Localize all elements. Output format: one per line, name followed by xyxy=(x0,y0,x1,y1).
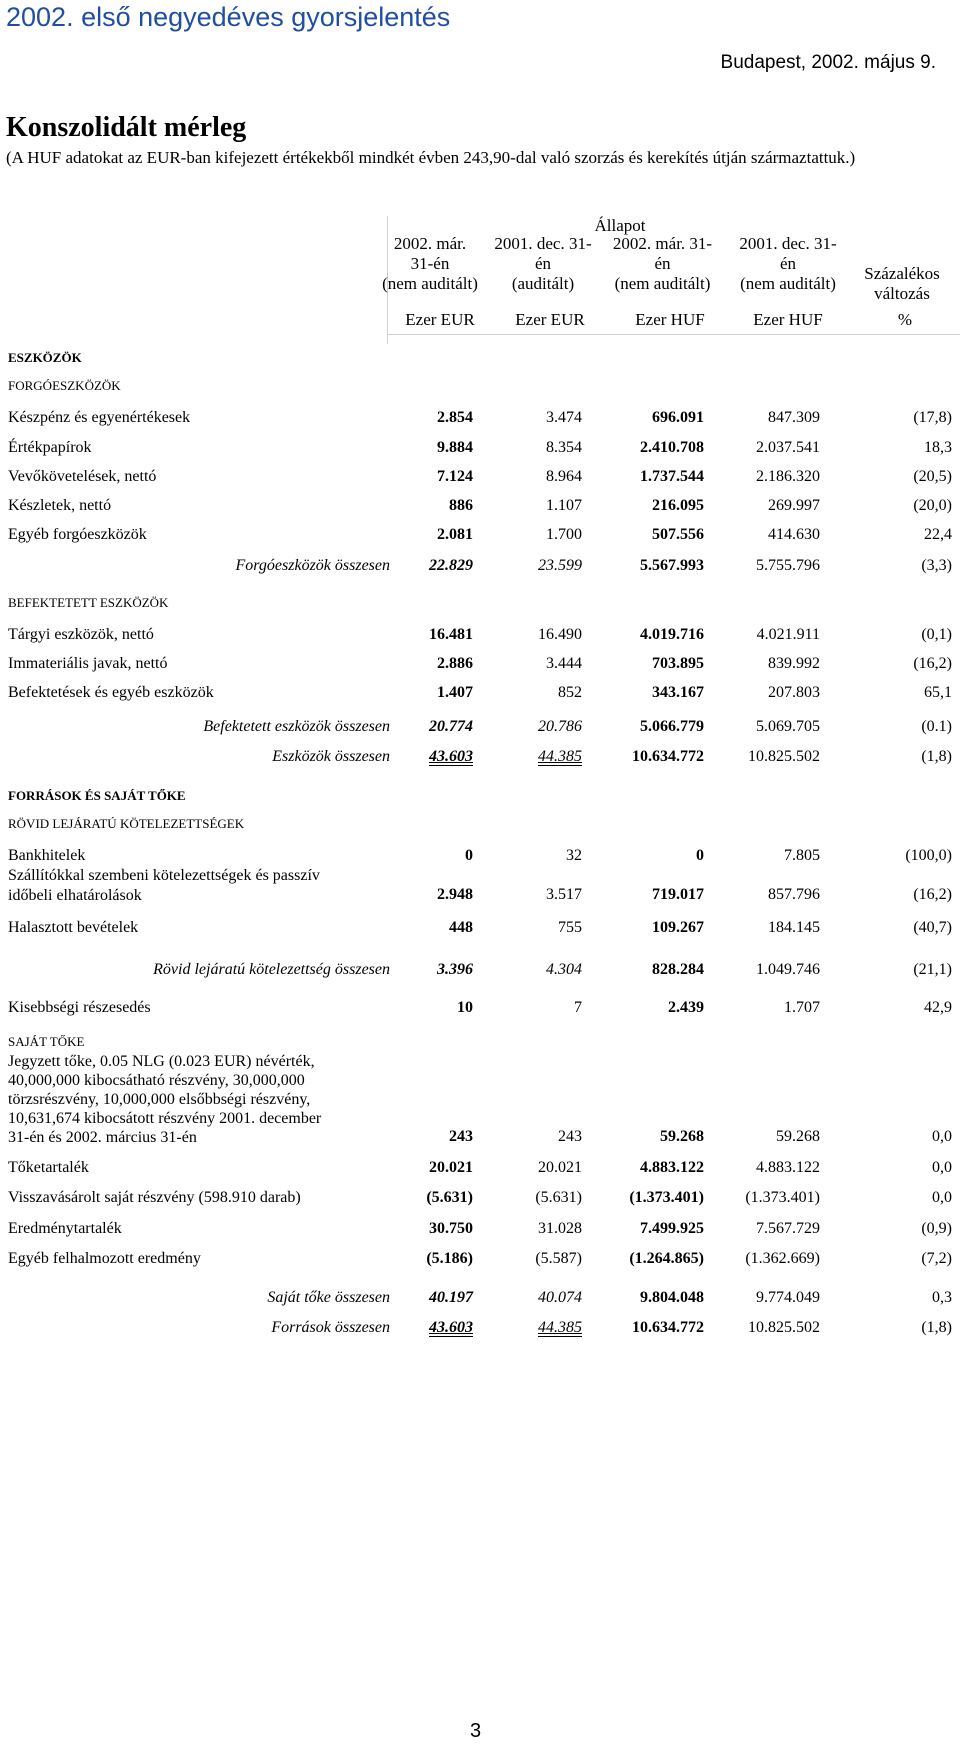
cell-huf-2001: 5.069.705 xyxy=(756,718,820,735)
heading-befektetett: BEFEKTETETT ESZKÖZÖK xyxy=(8,595,169,610)
cell-eur-2002: 886 xyxy=(449,497,473,514)
row-label: Befektetett eszközök összesen xyxy=(203,718,390,735)
cell-eur-2002: 22.829 xyxy=(429,557,473,574)
table-row xyxy=(0,626,960,650)
total-row xyxy=(0,748,960,772)
cell-pct-change: 0,0 xyxy=(932,1189,952,1206)
cell-eur-2002: 0 xyxy=(465,847,473,864)
cell-huf-2002: (1.373.401) xyxy=(629,1189,704,1206)
subtotal-row xyxy=(0,961,960,985)
cell-eur-2002: 2.948 xyxy=(437,886,473,903)
table-row xyxy=(0,439,960,463)
cell-huf-2001: 1.049.746 xyxy=(756,961,820,978)
place-date: Budapest, 2002. május 9. xyxy=(720,52,936,73)
unit-label-2: Ezer EUR xyxy=(515,310,585,329)
cell-huf-2002: 5.567.993 xyxy=(640,557,704,574)
cell-huf-2001: 2.037.541 xyxy=(756,439,820,456)
row-label: Befektetések és egyéb eszközök xyxy=(8,684,214,701)
cell-eur-2001: 23.599 xyxy=(538,557,582,574)
table-row xyxy=(0,526,960,550)
section-subtitle: (A HUF adatokat az EUR-ban kifejezett értékekből mindkét évben 243,90-dal való szorzás és kerekítés útján származtattuk.) xyxy=(6,148,856,167)
cell-huf-2001: 857.796 xyxy=(768,886,820,903)
document-title: 2002. első negyedéves gyorsjelentés xyxy=(6,2,451,32)
cell-pct-change: (0.1) xyxy=(921,718,952,735)
cell-eur-2001: (5.631) xyxy=(535,1189,582,1206)
row-label: Halasztott bevételek xyxy=(8,919,139,936)
column-header-5: Százalékos változás xyxy=(864,264,940,303)
cell-huf-2002: 1.737.544 xyxy=(640,468,704,485)
table-row xyxy=(0,468,960,492)
cell-huf-2001: 847.309 xyxy=(768,409,820,426)
total-row xyxy=(0,1319,960,1343)
cell-huf-2002: 4.883.122 xyxy=(640,1159,704,1176)
cell-huf-2002: 9.804.048 xyxy=(640,1289,704,1306)
cell-huf-2001: 9.774.049 xyxy=(756,1289,820,1306)
cell-huf-2002: 828.284 xyxy=(652,961,704,978)
row-label: Készpénz és egyenértékesek xyxy=(8,409,191,426)
row-label: Források összesen xyxy=(271,1319,390,1336)
cell-pct-change: 18,3 xyxy=(924,439,952,456)
row-label: Tárgyi eszközök, nettó xyxy=(8,626,154,643)
row-label: Tőketartalék xyxy=(8,1159,89,1176)
column-header-3: 2002. már. 31- én (nem auditált) xyxy=(612,234,713,293)
table-row xyxy=(0,684,960,708)
cell-eur-2001: 8.354 xyxy=(546,439,582,456)
cell-huf-2001: 59.268 xyxy=(776,1128,820,1145)
subtotal-row xyxy=(0,718,960,742)
cell-huf-2002: 719.017 xyxy=(652,886,704,903)
table-row xyxy=(0,999,960,1023)
cell-eur-2001: 7 xyxy=(574,999,582,1016)
row-label: Visszavásárolt saját részvény (598.910 darab) xyxy=(8,1189,301,1206)
row-label: Saját tőke összesen xyxy=(267,1289,390,1306)
row-label: Kisebbségi részesedés xyxy=(8,999,151,1016)
heading-forgoeszkozok: FORGÓESZKÖZÖK xyxy=(8,378,121,393)
subtotal-row xyxy=(0,1289,960,1313)
status-group-label: Állapot xyxy=(594,216,646,235)
cell-eur-2001: 8.964 xyxy=(546,468,582,485)
unit-label-4: Ezer HUF xyxy=(753,310,823,329)
cell-eur-2001: (5.587) xyxy=(535,1250,582,1267)
unit-label-3: Ezer HUF xyxy=(635,310,705,329)
cell-eur-2002: 16.481 xyxy=(429,626,473,643)
cell-eur-2002: 20.021 xyxy=(429,1159,473,1176)
cell-eur-2001: 4.304 xyxy=(546,961,582,978)
table-row xyxy=(0,655,960,679)
section-title: Konszolidált mérleg xyxy=(6,112,247,143)
cell-huf-2002: 2.439 xyxy=(668,999,704,1016)
cell-pct-change: 22,4 xyxy=(924,526,952,543)
row-label-line: időbeli elhatárolások xyxy=(8,887,142,904)
cell-eur-2002: 2.854 xyxy=(437,409,473,426)
row-label: Eszközök összesen xyxy=(272,748,390,765)
cell-huf-2001: (1.373.401) xyxy=(745,1189,820,1206)
row-label: Immateriális javak, nettó xyxy=(8,655,168,672)
table-row xyxy=(0,1250,960,1274)
row-label-line: 10,631,674 kibocsátott részvény 2001. december xyxy=(8,1110,322,1127)
cell-eur-2001: 1.107 xyxy=(546,497,582,514)
cell-eur-2001: 32 xyxy=(566,847,582,864)
cell-pct-change: (1,8) xyxy=(921,1319,952,1336)
row-label: Vevőkövetelések, nettó xyxy=(8,468,157,485)
cell-huf-2001: 4.883.122 xyxy=(756,1159,820,1176)
row-label-line: Szállítókkal szembeni kötelezettségek és passzív xyxy=(8,867,320,884)
cell-pct-change: 42,9 xyxy=(924,999,952,1016)
table-row xyxy=(0,1189,960,1213)
table-row xyxy=(0,497,960,521)
cell-huf-2001: 269.997 xyxy=(768,497,820,514)
cell-eur-2002: 10 xyxy=(457,999,473,1016)
cell-eur-2001: 20.786 xyxy=(538,718,582,735)
cell-pct-change: (20,0) xyxy=(913,497,952,514)
cell-eur-2002: 20.774 xyxy=(429,718,473,735)
cell-huf-2002: 696.091 xyxy=(652,409,704,426)
cell-pct-change: (16,2) xyxy=(913,886,952,903)
cell-pct-change: (7,2) xyxy=(921,1250,952,1267)
cell-pct-change: 0,0 xyxy=(932,1128,952,1145)
unit-separator xyxy=(388,334,960,335)
cell-pct-change: (40,7) xyxy=(913,919,952,936)
cell-eur-2002: (5.631) xyxy=(426,1189,473,1206)
cell-pct-change: 65,1 xyxy=(924,684,952,701)
cell-eur-2002: 2.886 xyxy=(437,655,473,672)
cell-huf-2001: 4.021.911 xyxy=(756,626,820,643)
cell-huf-2001: 7.805 xyxy=(784,847,820,864)
cell-huf-2002: 5.066.779 xyxy=(640,718,704,735)
cell-pct-change: (1,8) xyxy=(921,748,952,765)
cell-huf-2002: 7.499.925 xyxy=(640,1220,704,1237)
heading-sajat-toke: SAJÁT TŐKE xyxy=(8,1034,85,1049)
cell-eur-2001: 44.385 xyxy=(538,748,582,765)
cell-huf-2002: 507.556 xyxy=(652,526,704,543)
row-label: Forgóeszközök összesen xyxy=(235,557,390,574)
cell-eur-2002: 43.603 xyxy=(429,748,473,765)
heading-forrasok: FORRÁSOK ÉS SAJÁT TŐKE xyxy=(8,788,186,803)
row-label-line: 40,000,000 kibocsátható részvény, 30,000,000 xyxy=(8,1072,305,1089)
cell-eur-2001: 1.700 xyxy=(546,526,582,543)
cell-huf-2001: 2.186.320 xyxy=(756,468,820,485)
cell-huf-2002: (1.264.865) xyxy=(629,1250,704,1267)
cell-huf-2002: 10.634.772 xyxy=(632,1319,704,1336)
row-label-line: Jegyzett tőke, 0.05 NLG (0.023 EUR) névérték, xyxy=(8,1053,315,1070)
table-row xyxy=(0,1128,960,1152)
cell-eur-2002: 3.396 xyxy=(437,961,473,978)
cell-eur-2001: 3.517 xyxy=(546,886,582,903)
row-label: Egyéb felhalmozott eredmény xyxy=(8,1250,201,1267)
cell-pct-change: (20,5) xyxy=(913,468,952,485)
cell-huf-2001: 10.825.502 xyxy=(748,748,820,765)
cell-eur-2001: 31.028 xyxy=(538,1220,582,1237)
cell-eur-2002: 448 xyxy=(449,919,473,936)
cell-eur-2001: 852 xyxy=(558,684,582,701)
cell-eur-2001: 3.474 xyxy=(546,409,582,426)
cell-pct-change: 0,0 xyxy=(932,1159,952,1176)
cell-huf-2001: 184.145 xyxy=(768,919,820,936)
column-header-2: 2001. dec. 31- én (auditált) xyxy=(494,234,592,293)
cell-eur-2001: 16.490 xyxy=(538,626,582,643)
row-label: Egyéb forgóeszközök xyxy=(8,526,147,543)
row-label: Készletek, nettó xyxy=(8,497,112,514)
page-number: 3 xyxy=(470,1720,482,1742)
cell-huf-2001: 10.825.502 xyxy=(748,1319,820,1336)
cell-eur-2002: 9.884 xyxy=(437,439,473,456)
cell-eur-2001: 755 xyxy=(558,919,582,936)
row-label: Eredménytartalék xyxy=(8,1220,122,1237)
cell-eur-2002: 1.407 xyxy=(437,684,473,701)
cell-pct-change: (0,9) xyxy=(921,1220,952,1237)
heading-eszkozok: ESZKÖZÖK xyxy=(8,350,82,365)
cell-eur-2002: 43.603 xyxy=(429,1319,473,1336)
cell-huf-2002: 0 xyxy=(696,847,704,864)
cell-huf-2001: 414.630 xyxy=(768,526,820,543)
row-label: Bankhitelek xyxy=(8,847,86,864)
row-label-line: 31-én és 2002. március 31-én xyxy=(8,1129,197,1146)
cell-eur-2001: 40.074 xyxy=(538,1289,582,1306)
cell-eur-2001: 20.021 xyxy=(538,1159,582,1176)
cell-eur-2002: 40.197 xyxy=(429,1289,473,1306)
cell-eur-2002: 2.081 xyxy=(437,526,473,543)
cell-eur-2002: (5.186) xyxy=(426,1250,473,1267)
table-row xyxy=(0,409,960,433)
cell-huf-2001: 207.803 xyxy=(768,684,820,701)
cell-pct-change: (100,0) xyxy=(905,847,952,864)
cell-eur-2002: 7.124 xyxy=(437,468,473,485)
cell-huf-2001: 1.707 xyxy=(784,999,820,1016)
unit-label-1: Ezer EUR xyxy=(405,310,475,329)
cell-eur-2001: 44.385 xyxy=(538,1319,582,1336)
cell-pct-change: (3,3) xyxy=(921,557,952,574)
cell-huf-2001: 7.567.729 xyxy=(756,1220,820,1237)
cell-pct-change: 0,3 xyxy=(932,1289,952,1306)
cell-huf-2002: 2.410.708 xyxy=(640,439,704,456)
table-row xyxy=(0,1220,960,1244)
cell-pct-change: (21,1) xyxy=(913,961,952,978)
table-row xyxy=(0,919,960,943)
column-header-1: 2002. már. 31-én (nem auditált) xyxy=(382,234,478,293)
cell-huf-2002: 4.019.716 xyxy=(640,626,704,643)
cell-huf-2002: 59.268 xyxy=(660,1128,704,1145)
cell-eur-2002: 243 xyxy=(449,1128,473,1145)
subtotal-row xyxy=(0,557,960,581)
row-label: Rövid lejáratú kötelezettség összesen xyxy=(153,961,390,978)
cell-eur-2002: 30.750 xyxy=(429,1220,473,1237)
cell-huf-2001: 5.755.796 xyxy=(756,557,820,574)
cell-huf-2002: 703.895 xyxy=(652,655,704,672)
cell-huf-2002: 343.167 xyxy=(652,684,704,701)
cell-eur-2001: 3.444 xyxy=(546,655,582,672)
cell-pct-change: (16,2) xyxy=(913,655,952,672)
cell-pct-change: (17,8) xyxy=(913,409,952,426)
row-label: Értékpapírok xyxy=(8,439,92,456)
heading-rovid: RÖVID LEJÁRATÚ KÖTELEZETTSÉGEK xyxy=(8,816,245,831)
cell-huf-2001: (1.362.669) xyxy=(745,1250,820,1267)
table-row xyxy=(0,886,960,910)
column-header-4: 2001. dec. 31- én (nem auditált) xyxy=(739,234,837,293)
table-row xyxy=(0,1159,960,1183)
cell-eur-2001: 243 xyxy=(558,1128,582,1145)
cell-pct-change: (0,1) xyxy=(921,626,952,643)
unit-label-5: % xyxy=(897,310,913,329)
cell-huf-2001: 839.992 xyxy=(768,655,820,672)
cell-huf-2002: 216.095 xyxy=(652,497,704,514)
row-label-line: törzsrészvény, 10,000,000 elsőbbségi részvény, xyxy=(8,1091,311,1108)
cell-huf-2002: 10.634.772 xyxy=(632,748,704,765)
cell-huf-2002: 109.267 xyxy=(652,919,704,936)
